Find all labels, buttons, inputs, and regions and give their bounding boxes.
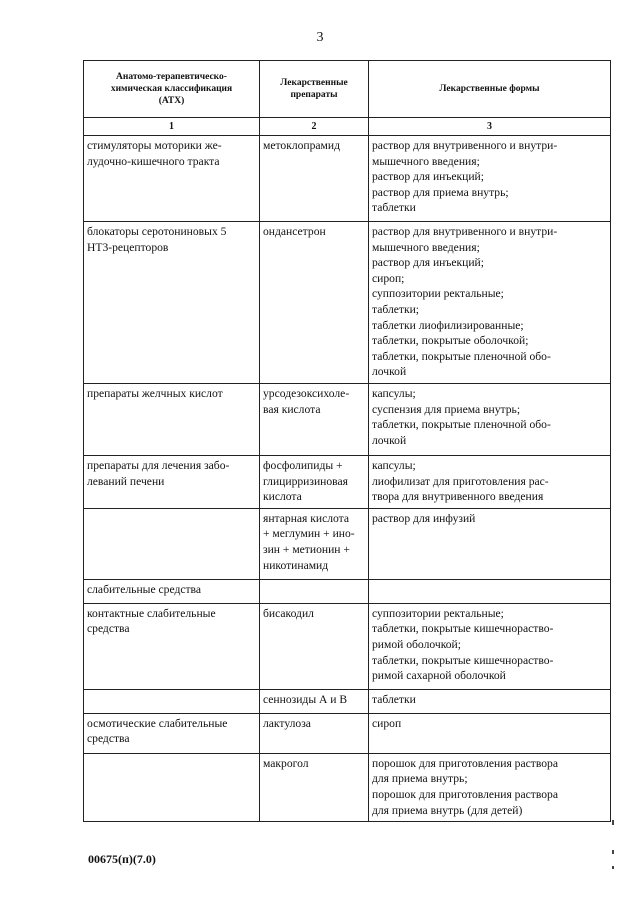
drug-line: янтарная кислота [263,511,350,525]
drug-cell [260,222,369,384]
forms-cell [369,222,611,384]
forms-line: порошок для приготовления раствора [372,756,558,770]
page-number: 3 [316,30,324,45]
forms-line: римой оболочкой; [372,637,461,651]
forms-cell [369,689,611,713]
header-line: Лекарственные формы [439,84,540,94]
forms-line: суппозитории ректальные; [372,287,504,301]
forms-cell [369,603,611,689]
atc-line: средства [87,732,130,746]
scan-artifact [612,850,614,854]
drug-cell [260,455,369,508]
table-row [84,455,611,508]
forms-line: лочкой [372,433,407,447]
header-line: препараты [290,90,338,100]
forms-line: суспензия для приема внутрь; [372,402,521,416]
forms-line: таблетки, покрытые кишечнораство- [372,653,554,667]
atc-cell [84,753,260,821]
forms-line: таблетки; [372,302,420,316]
header-drugs [260,61,369,118]
forms-cell [369,713,611,753]
table-row [84,753,611,821]
forms-line: таблетки, покрытые пленочной обо- [372,418,551,432]
header-dosage-forms [369,61,611,118]
scan-artifact [612,820,614,825]
atc-line: НТ3-рецепторов [87,240,169,254]
atc-cell [84,603,260,689]
drug-line: зин + метионин + [263,542,350,556]
atc-line: осмотические слабительные [87,716,228,730]
forms-line: суппозитории ректальные; [372,606,504,620]
forms-line: лочкой [372,365,407,379]
drug-table [83,60,611,822]
drug-cell [260,713,369,753]
drug-line: + меглумин + ино- [263,527,355,541]
forms-line: капсулы; [372,386,416,400]
table-row [84,383,611,455]
forms-cell [369,136,611,222]
atc-line: препараты желчных кислот [87,386,223,400]
forms-line: сироп [372,716,402,730]
forms-line: раствор для внутривенного и внутри- [372,225,558,238]
forms-line: таблетки, покрытые кишечнораство- [372,622,554,636]
drug-line: сеннозиды А и В [263,692,348,706]
drug-line: ондансетрон [263,225,326,238]
forms-line: раствор для инфузий [372,511,476,525]
drug-line: урсодезоксихоле- [263,386,350,400]
drug-line: вая кислота [263,402,321,416]
atc-line: средства [87,622,130,636]
header-line: Лекарственные [280,78,348,88]
forms-line: сироп; [372,271,405,285]
header-line: (АТХ) [158,96,185,106]
forms-line: порошок для приготовления раствора [372,787,558,801]
drug-line: кислота [263,490,302,504]
table-row [84,603,611,689]
forms-line: капсулы; [372,458,416,472]
header-atc-classification [84,61,260,118]
scan-artifact [612,866,614,869]
forms-cell [369,508,611,579]
forms-line: римой сахарной оболочкой [372,669,506,683]
drug-cell [260,689,369,713]
atc-cell [84,222,260,384]
forms-cell [369,383,611,455]
forms-line: мышечного введения; [372,154,480,168]
forms-line: твора для внутривенного введения [372,490,544,504]
document-code: 00675(п)(7.0) [88,852,156,866]
drug-cell [260,508,369,579]
drug-cell [260,603,369,689]
drug-line: лактулоза [263,716,311,730]
atc-line: контактные слабительные [87,606,216,620]
drug-line: бисакодил [263,606,314,620]
forms-cell [369,753,611,821]
atc-line: слабительные средства [87,582,202,596]
atc-cell [84,508,260,579]
atc-cell [84,689,260,713]
column-number: 1 [84,118,260,136]
forms-line: таблетки лиофилизированные; [372,318,524,332]
forms-line: таблетки, покрытые пленочной обо- [372,349,551,363]
forms-line: таблетки [372,201,416,215]
atc-cell [84,713,260,753]
drug-cell [260,579,369,603]
forms-line: раствор для приема внутрь; [372,185,509,199]
header-line: Анатомо-терапевтическо- [116,72,227,82]
forms-line: таблетки, покрытые оболочкой; [372,334,529,348]
atc-line: леваний печени [87,474,165,488]
table-row [84,508,611,579]
forms-line: таблетки [372,692,416,706]
forms-cell [369,579,611,603]
drug-line: фосфолипиды + [263,458,343,472]
atc-line: стимуляторы моторики же- [87,139,222,152]
atc-cell [84,136,260,222]
table-row [84,713,611,753]
drug-line: никотинамид [263,558,329,572]
atc-line: препараты для лечения забо- [87,458,230,472]
atc-cell [84,455,260,508]
drug-line: метоклопрамид [263,139,340,152]
drug-cell [260,383,369,455]
atc-line: блокаторы серотониновых 5 [87,225,227,238]
drug-line: макрогол [263,756,309,770]
drug-cell [260,136,369,222]
forms-line: раствор для внутривенного и внутри- [372,139,558,152]
column-number: 2 [260,118,369,136]
atc-cell [84,579,260,603]
column-number: 3 [369,118,611,136]
drug-line: глицирризиновая [263,474,348,488]
table-row [84,222,611,384]
atc-cell [84,383,260,455]
column-number-row [84,118,611,136]
forms-cell [369,455,611,508]
forms-line: лиофилизат для приготовления рас- [372,474,549,488]
forms-line: раствор для инъекций; [372,256,484,270]
forms-line: для приема внутрь (для детей) [372,803,523,817]
header-line: химическая классификация [110,84,233,94]
forms-line: для приема внутрь; [372,772,468,786]
forms-line: раствор для инъекций; [372,170,484,184]
forms-line: мышечного введения; [372,240,480,254]
drug-cell [260,753,369,821]
table-header-row [84,61,611,118]
table-row [84,136,611,222]
atc-line: лудочно-кишечного тракта [87,154,220,168]
table-row [84,579,611,603]
table-row [84,689,611,713]
